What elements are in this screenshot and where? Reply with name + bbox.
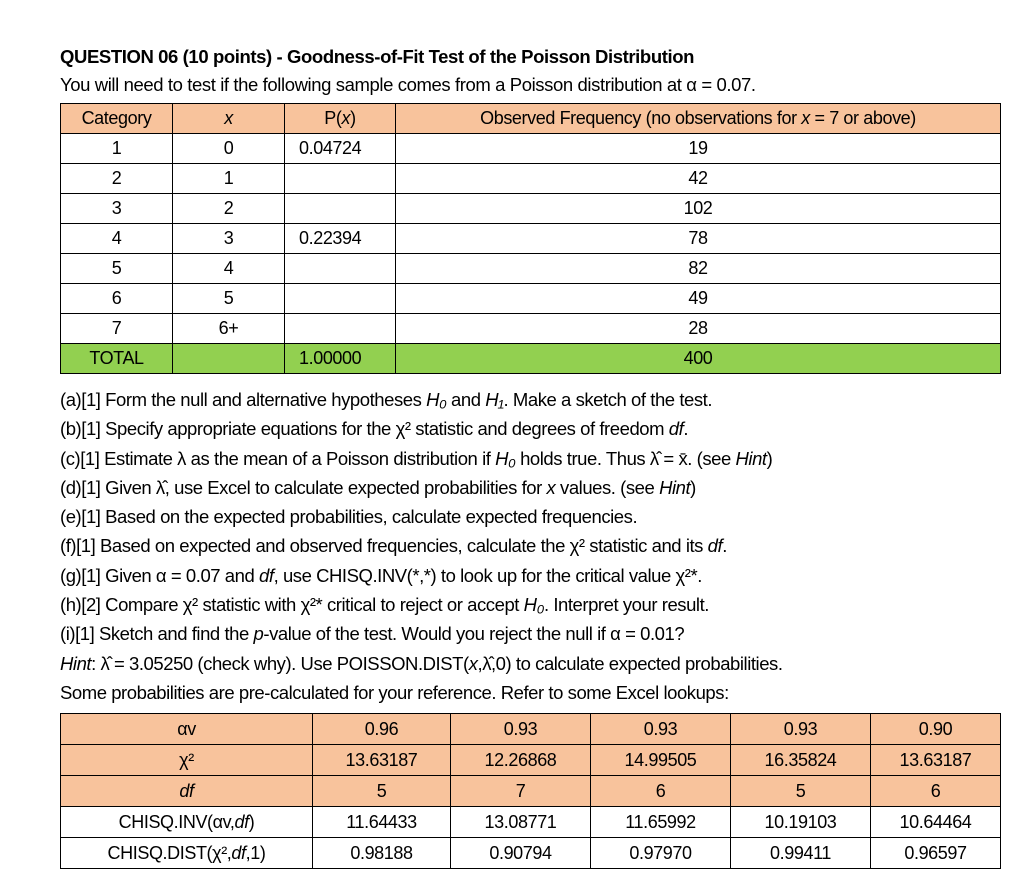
column-header bbox=[285, 104, 396, 134]
text-segment: df bbox=[259, 564, 274, 586]
table-cell: 3 bbox=[61, 194, 173, 224]
text-segment: df bbox=[179, 780, 194, 801]
text-segment: x bbox=[224, 108, 233, 128]
lookup-row bbox=[61, 776, 1001, 807]
text-segment: (d)[1] Given λ̂, use Excel to calculate expected probabilities for bbox=[60, 476, 547, 498]
table-row bbox=[61, 134, 1001, 164]
row-label bbox=[61, 745, 313, 776]
table-row bbox=[61, 224, 1001, 254]
question-line bbox=[60, 502, 783, 531]
row-label bbox=[61, 807, 313, 838]
text-segment: (a)[1] Form the null and alternative hypotheses bbox=[60, 389, 427, 410]
text-segment: df bbox=[668, 418, 684, 440]
text-segment: ) bbox=[248, 811, 255, 832]
lookup-cell: 0.96 bbox=[313, 714, 451, 745]
table-cell: 6+ bbox=[173, 314, 285, 344]
text-segment: (c)[1] Estimate λ as the mean of a Poisson distribution if bbox=[60, 447, 496, 469]
lookup-cell: 0.93 bbox=[451, 714, 591, 745]
table-cell: 42 bbox=[396, 164, 1001, 194]
table-cell bbox=[285, 284, 396, 314]
lookup-cell: 13.08771 bbox=[451, 807, 591, 838]
text-segment: values. (see bbox=[555, 476, 660, 498]
question-line bbox=[60, 678, 783, 707]
text-segment: -value of the test. Would you reject the null if α = 0.01? bbox=[263, 623, 685, 645]
text-segment: . Make a sketch of the test. bbox=[503, 389, 713, 410]
lookup-cell: 16.35824 bbox=[731, 745, 871, 776]
table-row bbox=[61, 194, 1001, 224]
text-segment: ) bbox=[350, 108, 356, 128]
table-cell: 49 bbox=[396, 284, 1001, 314]
table-cell bbox=[285, 254, 396, 284]
text-segment: Hint bbox=[60, 652, 92, 674]
question-intro: You will need to test if the following sample comes from a Poisson distribution at α = 0.07. bbox=[60, 74, 756, 95]
question-line bbox=[60, 531, 783, 560]
lookup-cell: 11.64433 bbox=[313, 807, 451, 838]
lookup-row bbox=[61, 807, 1001, 838]
row-label bbox=[61, 776, 313, 807]
text-segment: CHISQ.DIST(χ², bbox=[107, 842, 232, 863]
lookup-row bbox=[61, 838, 1001, 869]
table-cell: 78 bbox=[396, 224, 1001, 254]
table-cell: 2 bbox=[61, 164, 173, 194]
table-cell: 102 bbox=[396, 194, 1001, 224]
question-line bbox=[60, 385, 783, 414]
text-segment: χ² bbox=[179, 749, 194, 770]
observed-frequency-table bbox=[60, 103, 1001, 374]
table-row bbox=[61, 314, 1001, 344]
lookup-cell: 12.26868 bbox=[451, 745, 591, 776]
table-cell: 6 bbox=[61, 284, 173, 314]
question-title: QUESTION 06 (10 points) - Goodness-of-Fit Test of the Poisson Distribution bbox=[60, 46, 695, 67]
text-segment: df bbox=[707, 535, 723, 557]
lookup-cell: 0.96597 bbox=[871, 838, 1001, 869]
lookup-cell: 5 bbox=[731, 776, 871, 807]
text-segment: and bbox=[446, 389, 486, 410]
text-segment: x bbox=[468, 652, 478, 674]
question-line bbox=[60, 444, 783, 473]
text-segment: : λ̂ = 3.05250 (check why). Use POISSON.DIST( bbox=[91, 652, 469, 674]
total-row bbox=[61, 344, 1001, 374]
table-cell: 7 bbox=[61, 314, 173, 344]
table-cell: 19 bbox=[396, 134, 1001, 164]
text-segment: (f)[1] Based on expected and observed frequencies, calculate the χ² statistic and its bbox=[60, 535, 708, 557]
table-cell: 5 bbox=[61, 254, 173, 284]
text-segment: ,λ̂,0) to calculate expected probabilities. bbox=[477, 652, 783, 674]
text-segment: (h)[2] Compare χ² statistic with χ²* critical to reject or accept bbox=[60, 594, 524, 616]
lookup-cell: 0.93 bbox=[591, 714, 731, 745]
table-cell: 82 bbox=[396, 254, 1001, 284]
table-row bbox=[61, 164, 1001, 194]
text-segment: Hint bbox=[735, 447, 767, 469]
question-line bbox=[60, 561, 783, 590]
table-cell: 5 bbox=[173, 284, 285, 314]
text-segment: p bbox=[253, 623, 264, 645]
lookup-cell: 5 bbox=[313, 776, 451, 807]
text-segment: , use CHISQ.INV(*,*) to look up for the critical value χ²*. bbox=[273, 564, 702, 586]
question-line bbox=[60, 619, 783, 648]
text-segment: P( bbox=[324, 108, 342, 128]
header-row bbox=[61, 104, 1001, 134]
question-line bbox=[60, 414, 783, 443]
column-header bbox=[61, 104, 173, 134]
row-label bbox=[61, 714, 313, 745]
lookup-cell: 0.98188 bbox=[313, 838, 451, 869]
row-label bbox=[61, 838, 313, 869]
question-parts bbox=[60, 385, 783, 707]
lookup-row bbox=[61, 714, 1001, 745]
text-segment: ) bbox=[766, 447, 773, 469]
text-segment: H₀ bbox=[523, 594, 544, 616]
column-header bbox=[396, 104, 1001, 134]
text-segment: Hint bbox=[659, 476, 691, 498]
table-cell: 1 bbox=[173, 164, 285, 194]
text-segment: (i)[1] Sketch and find the bbox=[60, 623, 254, 645]
text-segment: x bbox=[801, 108, 810, 128]
table-cell: 0 bbox=[173, 134, 285, 164]
text-segment: H₁ bbox=[485, 389, 504, 410]
table-cell: 28 bbox=[396, 314, 1001, 344]
lookup-cell: 0.99411 bbox=[731, 838, 871, 869]
question-line bbox=[60, 473, 783, 502]
column-header bbox=[173, 104, 285, 134]
table-cell: 0.22394 bbox=[285, 224, 396, 254]
text-segment: H₀ bbox=[426, 389, 447, 410]
question-line bbox=[60, 649, 783, 678]
text-segment: df bbox=[234, 811, 249, 832]
lookup-cell: 0.90794 bbox=[451, 838, 591, 869]
text-segment: df bbox=[231, 842, 246, 863]
lookup-cell: 0.97970 bbox=[591, 838, 731, 869]
text-segment: . Interpret your result. bbox=[543, 594, 709, 616]
text-segment: ,1) bbox=[245, 842, 266, 863]
text-segment: x bbox=[341, 108, 351, 128]
lookup-cell: 0.90 bbox=[871, 714, 1001, 745]
lookup-cell: 14.99505 bbox=[591, 745, 731, 776]
text-segment: = 7 or above) bbox=[809, 108, 916, 128]
total-cell: 400 bbox=[396, 344, 1001, 374]
text-segment: . bbox=[722, 535, 727, 557]
table-cell bbox=[285, 314, 396, 344]
text-segment: CHISQ.INV(αv, bbox=[118, 811, 235, 832]
table-cell: 4 bbox=[173, 254, 285, 284]
text-segment: ) bbox=[690, 476, 696, 498]
total-cell: TOTAL bbox=[61, 344, 173, 374]
table-row bbox=[61, 284, 1001, 314]
table-cell: 0.04724 bbox=[285, 134, 396, 164]
text-segment: (e)[1] Based on the expected probabilities, calculate expected frequencies. bbox=[60, 506, 638, 528]
table-cell bbox=[285, 194, 396, 224]
lookup-cell: 0.93 bbox=[731, 714, 871, 745]
text-segment: Category bbox=[81, 108, 152, 128]
text-segment: (b)[1] Specify appropriate equations for the χ² statistic and degrees of freedom bbox=[60, 418, 669, 440]
lookup-cell: 13.63187 bbox=[313, 745, 451, 776]
lookup-cell: 7 bbox=[451, 776, 591, 807]
text-segment: (g)[1] Given α = 0.07 and bbox=[60, 564, 260, 586]
text-segment: holds true. Thus λ̂ = x̄. (see bbox=[515, 447, 736, 469]
table-cell: 1 bbox=[61, 134, 173, 164]
lookup-cell: 6 bbox=[871, 776, 1001, 807]
table-cell: 2 bbox=[173, 194, 285, 224]
table-cell: 4 bbox=[61, 224, 173, 254]
lookup-cell: 6 bbox=[591, 776, 731, 807]
lookup-cell: 10.19103 bbox=[731, 807, 871, 838]
table-row bbox=[61, 254, 1001, 284]
excel-lookup-table bbox=[60, 713, 1001, 869]
text-segment: . bbox=[683, 418, 689, 440]
text-segment: αv bbox=[177, 718, 196, 739]
lookup-cell: 10.64464 bbox=[871, 807, 1001, 838]
lookup-cell: 13.63187 bbox=[871, 745, 1001, 776]
total-cell bbox=[173, 344, 285, 374]
text-segment: H₀ bbox=[495, 447, 516, 469]
lookup-cell: 11.65992 bbox=[591, 807, 731, 838]
text-segment: Some probabilities are pre-calculated for your reference. Refer to some Excel lookups: bbox=[60, 681, 729, 703]
total-cell: 1.00000 bbox=[285, 344, 396, 374]
text-segment: x bbox=[546, 476, 556, 498]
table-cell bbox=[285, 164, 396, 194]
table-cell: 3 bbox=[173, 224, 285, 254]
lookup-row bbox=[61, 745, 1001, 776]
question-line bbox=[60, 590, 783, 619]
text-segment: Observed Frequency (no observations for bbox=[480, 108, 802, 128]
